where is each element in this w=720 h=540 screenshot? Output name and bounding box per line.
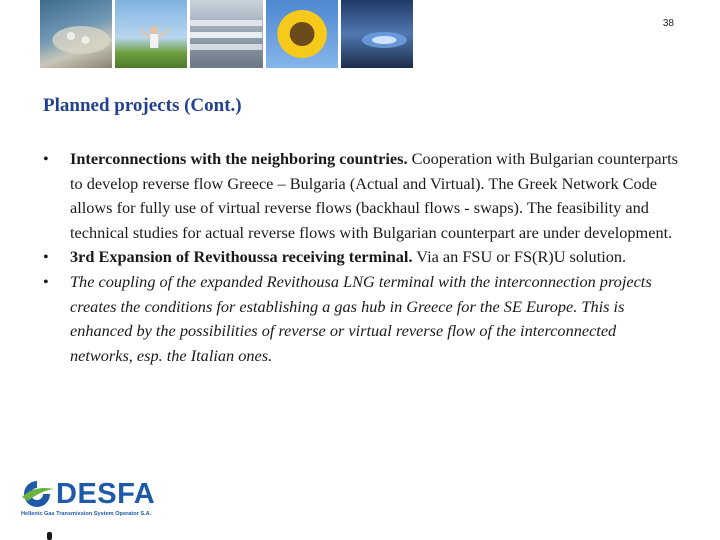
bullet-text: Via an FSU or FS(R)U solution.	[412, 247, 627, 267]
bullet-marker: •	[43, 149, 49, 168]
bullet-item-revithoussa	[43, 245, 683, 270]
photo-gas-burner	[341, 0, 413, 68]
logo-wordmark: DESFA	[56, 478, 156, 510]
desfa-logo	[18, 478, 178, 522]
photo-pipelines	[190, 0, 262, 68]
bullet-item-gas-hub	[43, 270, 683, 368]
page-number: 38	[662, 18, 674, 29]
photo-lng-terminal	[40, 0, 112, 68]
logo-subtitle: Hellenic Gas Transmission System Operator S.A.	[21, 511, 152, 517]
bullet-marker: •	[43, 247, 49, 267]
bullet-item-interconnections	[43, 147, 683, 245]
bullet-text: The coupling of the expanded Revithousa LNG terminal with the interconnection projects creates the conditions for establishing a gas hub in Greece for the SE Europe. This is enhanced by the possibilities of reverse or virtual reverse flow of the interconnected networks, esp. the Italian ones.	[70, 271, 652, 365]
bullet-list	[43, 147, 683, 368]
header-photo-banner	[40, 0, 413, 68]
photo-child-field	[115, 0, 187, 68]
photo-sunflower	[266, 0, 338, 68]
bullet-lead: 3rd Expansion of Revithoussa receiving terminal.	[70, 247, 413, 267]
page-title: Planned projects (Cont.)	[43, 95, 242, 116]
stray-bullet-mark	[47, 532, 52, 540]
bullet-marker: •	[43, 271, 49, 291]
bullet-lead: Interconnections with the neighboring countries.	[70, 149, 408, 168]
bullet-text: Cooperation with Bulgarian counterparts to develop reverse flow Greece – Bulgaria (Actual and Virtual). The Greek Network Code allows for fully use of virtual reverse flows (backhaul flows - swaps). The feasibility and technical studies for actual reverse flows with Bulgarian counterpart are under development.	[70, 149, 678, 242]
desfa-swoosh-icon	[18, 479, 56, 509]
